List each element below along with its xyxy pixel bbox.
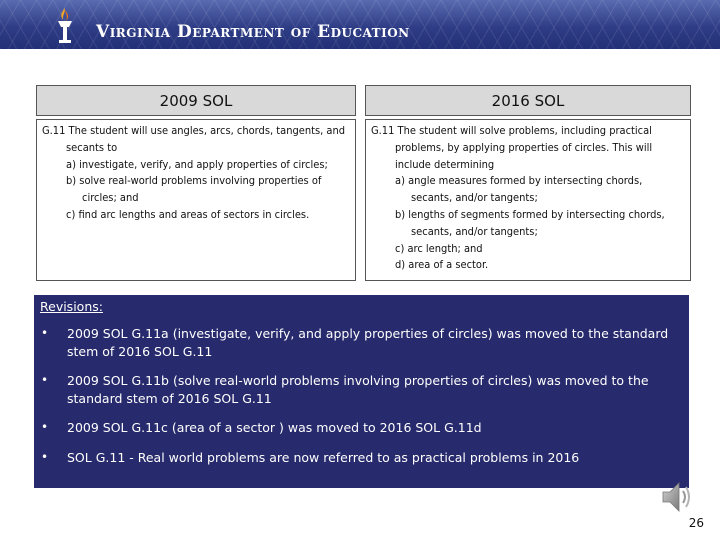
banner-title: Virginia Department of Education: [96, 22, 410, 42]
sol-comparison-table: [36, 85, 691, 281]
sol-2009-stem: G.11 The student will use angles, arcs, chords, tangents, and secants to: [42, 124, 346, 154]
revision-text: 2009 SOL G.11a (investigate, verify, and apply properties of circles) was moved to the standard stem of 2016 SOL G.11: [67, 326, 669, 359]
page-number: 26: [688, 516, 704, 530]
revision-item: [34, 325, 674, 360]
revision-text: SOL G.11 - Real world problems are now referred to as practical problems in 2016: [67, 449, 580, 465]
column-gap: [356, 86, 366, 116]
column-header-2016: 2016 SOL: [366, 86, 691, 116]
bullet-icon: •: [41, 373, 49, 387]
revision-text: 2009 SOL G.11b (solve real-world problems involving properties of circles) was moved to the standard stem of 2016 SOL G.11: [67, 373, 649, 406]
column-gap: [356, 120, 366, 281]
bullet-icon: •: [41, 326, 49, 340]
revision-item: [34, 372, 674, 407]
revision-item: [34, 449, 674, 467]
revisions-box: [34, 295, 689, 488]
table-header-row: [37, 86, 691, 116]
sol-2016-cell: [366, 120, 691, 281]
table-body-row: [37, 120, 691, 281]
sol-2016-item: d) area of a sector.: [395, 258, 489, 272]
bullet-icon: •: [41, 420, 49, 434]
bullet-icon: •: [41, 449, 49, 464]
header-banner: [0, 0, 720, 49]
revisions-heading: Revisions:: [40, 299, 103, 314]
sol-2016-stem: G.11 The student will solve problems, including practical problems, by applying properties of circles. This will include determining: [371, 124, 653, 171]
column-header-2009: 2009 SOL: [37, 86, 356, 116]
sol-2009-item: a) investigate, verify, and apply properties of circles;: [66, 157, 328, 171]
speaker-icon[interactable]: [660, 478, 694, 516]
sol-2016-item: a) angle measures formed by intersecting chords, secants, and/or tangents;: [395, 174, 643, 205]
sol-2009-item: b) solve real-world problems involving properties of circles; and: [66, 174, 322, 205]
torch-icon: [52, 6, 78, 46]
sol-2016-item: b) lengths of segments formed by intersecting chords, secants, and/or tangents;: [395, 207, 665, 238]
revision-item: [34, 419, 674, 437]
sol-2009-cell: [37, 120, 356, 281]
sol-2009-item: c) find arc lengths and areas of sectors in circles.: [66, 207, 310, 221]
revision-text: 2009 SOL G.11c (area of a sector ) was moved to 2016 SOL G.11d: [67, 420, 482, 435]
revisions-list: [34, 325, 674, 466]
sol-2016-item: c) arc length; and: [395, 241, 483, 255]
